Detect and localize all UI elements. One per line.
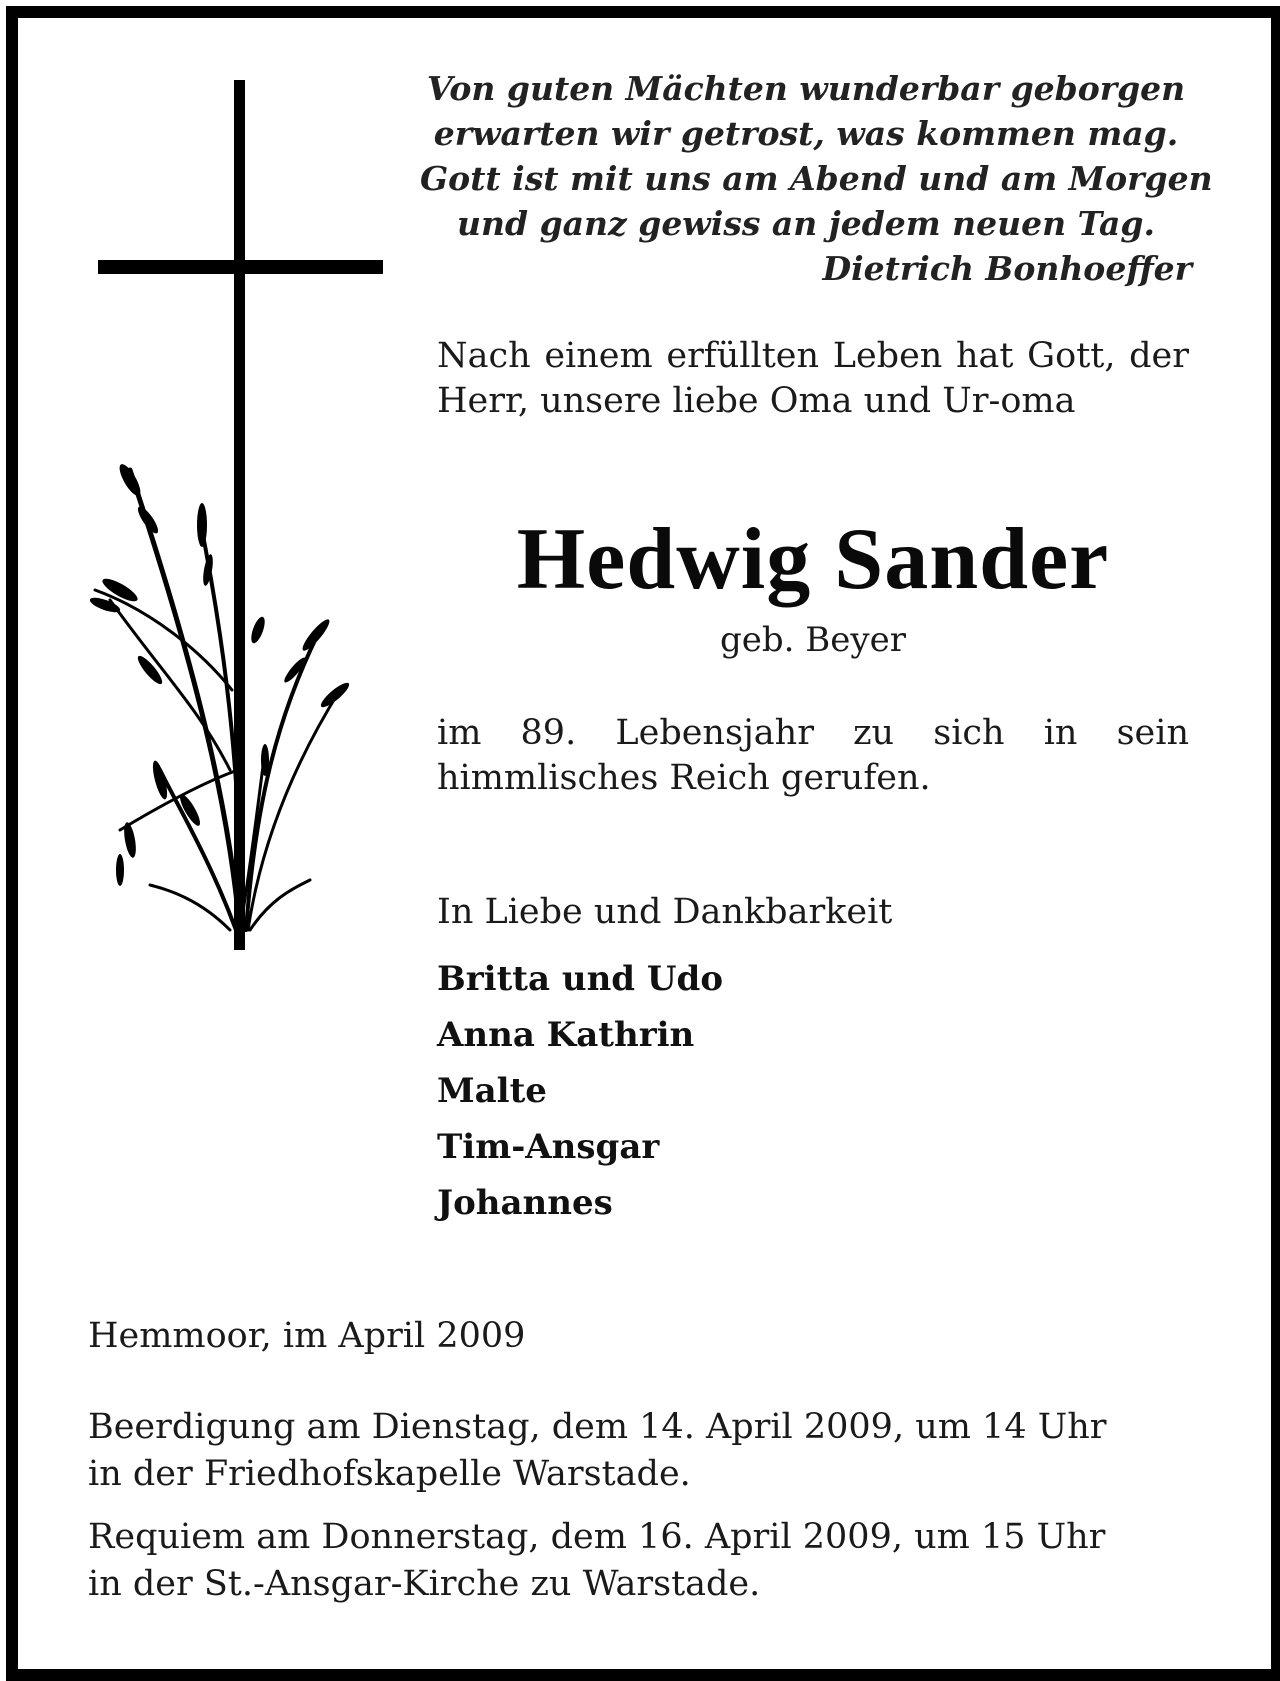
bonhoeffer-quote: [420, 66, 1213, 291]
grass-seedheads-icon: [90, 461, 352, 886]
quote-author: Dietrich Bonhoeffer: [822, 249, 1192, 288]
requiem-line-1: Requiem am Donnerstag, dem 16. April 2009, um 15 Uhr: [88, 1517, 1106, 1557]
family-list: [437, 955, 723, 1235]
deceased-name: Hedwig Sander: [516, 511, 1110, 608]
intro-text: Nach einem erfüllten Leben hat Gott, der Herr, unsere liebe Oma und Ur-oma: [437, 336, 1189, 421]
requiem-line-2: in der St.-Ansgar-Kirche zu Warstade.: [88, 1564, 761, 1604]
quote-line: Gott ist mit uns am Abend und am Morgen: [420, 159, 1213, 198]
funeral-line-2: in der Friedhofskapelle Warstade.: [88, 1454, 691, 1494]
funeral-info: [88, 1404, 1193, 1498]
funeral-line-1: Beerdigung am Dienstag, dem 14. April 2009, um 14 Uhr: [88, 1407, 1107, 1447]
family-member: Malte: [437, 1071, 547, 1111]
quote-line: und ganz gewiss an jedem neuen Tag.: [457, 204, 1155, 243]
family-member: Britta und Udo: [437, 959, 723, 999]
cross-with-grass-illustration: [90, 70, 390, 960]
quote-line: Von guten Mächten wunderbar geborgen: [426, 69, 1186, 108]
age-text: im 89. Lebensjahr zu sich in sein himmlisches Reich gerufen.: [437, 713, 1189, 798]
family-member: Tim-Ansgar: [437, 1127, 660, 1167]
grass-icon: [95, 470, 340, 930]
requiem-info: [88, 1514, 1193, 1608]
place-date: Hemmoor, im April 2009: [88, 1316, 526, 1356]
birth-name: geb. Beyer: [720, 620, 906, 660]
family-member: Johannes: [437, 1183, 613, 1223]
quote-line: erwarten wir getrost, was kommen mag.: [433, 114, 1179, 153]
family-member: Anna Kathrin: [437, 1015, 695, 1055]
thanks-line: In Liebe und Dankbarkeit: [437, 892, 893, 932]
